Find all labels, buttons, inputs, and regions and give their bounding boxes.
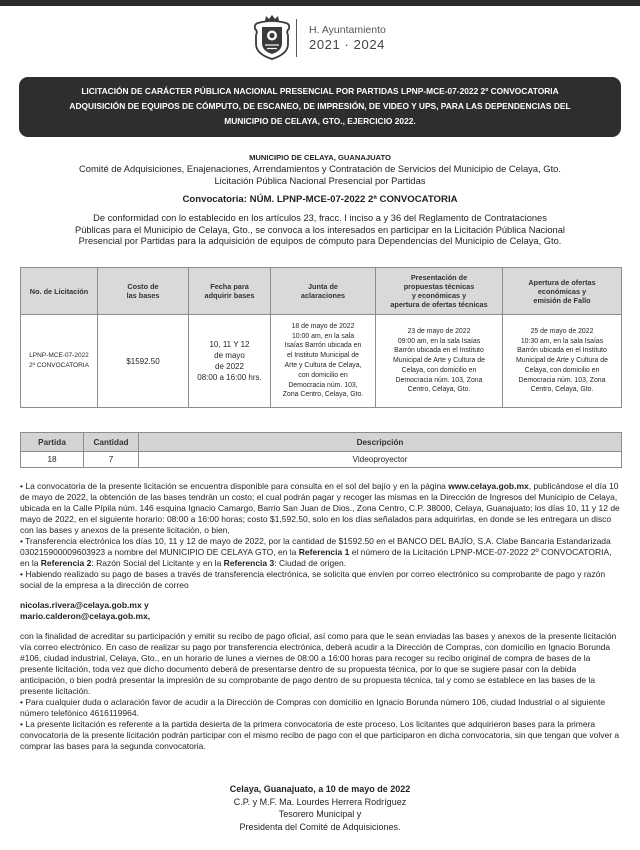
reference-3-label: Referencia 3 bbox=[223, 558, 275, 568]
email-mario-calderon: mario.calderon@celaya.gob.mx, bbox=[20, 611, 151, 621]
signer-title-2: Presidenta del Comité de Adquisiciones. bbox=[239, 821, 401, 832]
header-clarification-meeting: Junta de aclaraciones bbox=[271, 268, 376, 315]
contact-emails bbox=[20, 600, 621, 622]
city-crest-icon bbox=[253, 14, 291, 60]
reference-2-label: Referencia 2 bbox=[40, 558, 92, 568]
bases-date-cell: 10, 11 Y 12 de mayo de 2022 08:00 a 16:00 hrs. bbox=[189, 315, 271, 408]
text-segment: • La convocatoria de la presente licitación se encuentra disponible para consulta en el sol del bajío y en la página bbox=[20, 481, 449, 491]
header-tender-number: No. de Licitación bbox=[21, 268, 98, 315]
website-text: www.celaya.gob.mx bbox=[448, 481, 529, 491]
tender-table-row bbox=[21, 315, 622, 408]
header-proposal-presentation: Presentación de propuestas técnicas y económicas y apertura de ofertas técnicas bbox=[376, 268, 503, 315]
header-partida: Partida bbox=[21, 433, 84, 452]
text-segment: : Ciudad de origen. bbox=[274, 558, 347, 568]
place-and-date: Celaya, Guanajuato, a 10 de mayo de 2022 bbox=[229, 784, 411, 794]
clarification-meeting-cell: 18 de mayo de 2022 10:00 am, en la sala Isaías Barrón ubicada en el Instituto Municipal de Arte y Cultura de Celaya, con domicilio en Democracia núm. 103, Zona Centro, Celaya, Gto. bbox=[271, 315, 376, 408]
convocatoria-line bbox=[20, 194, 620, 206]
committee-name: Comité de Adquisiciones, Enajenaciones, Arrendamientos y Contratación de Servicios del Municipio de Celaya, Gto. bbox=[78, 163, 562, 174]
signature-block bbox=[0, 783, 640, 833]
text-segment: : Razón Social del Licitante y en la bbox=[91, 558, 224, 568]
procedure-type: Licitación Pública Nacional Presencial por Partidas bbox=[214, 175, 426, 186]
header-divider bbox=[296, 19, 297, 57]
header-descripcion: Descripción bbox=[139, 433, 622, 452]
tender-number-cell: LPNP-MCE-07-2022 2º CONVOCATORIA bbox=[21, 315, 98, 408]
descripcion-cell: Videoproyector bbox=[139, 452, 622, 468]
municipality-heading: MUNICIPIO DE CELAYA, GUANAJUATO bbox=[249, 153, 391, 162]
economic-opening-cell: 25 de mayo de 2022 10:30 am, en la sala Isaías Barrón ubicada en el Instituto Municipal de Arte y Cultura de Celaya, con domicilio en Democracia núm. 103, Zona Centro, Celaya, Gto. bbox=[503, 315, 622, 408]
bullet-contact: • Para cualquier duda o aclaración favor de acudir a la Dirección de Compras con domicilio en Ignacio Borunda número 106, ciudad Industrial o al siguiente número telefónico 4616119964. bbox=[20, 697, 606, 718]
tender-title-banner: LICITACIÓN DE CARÁCTER PÚBLICA NACIONAL PRESENCIAL POR PARTIDAS LPNP-MCE-07-2022 2º CONVOCATORIA ADQUISICIÓN DE EQUIPOS DE CÓMPUTO, DE ESCANEO, DE IMPRESIÓN, DE VIDEO Y UPS, PARA LAS DEPENDENCIAS DEL MUNICIPIO DE CELAYA, GTO., EJERCICIO 2022. bbox=[19, 77, 621, 137]
intro-paragraph: De conformidad con lo establecido en los artículos 23, fracc. I inciso a y 36 del Reglamento de Contrataciones Públicas para el Municipio de Celaya, Gto., se convoca a los interesados en participar en la Licitación Pública Nacional Presencial por Partidas para la adquisición de equipos de cómputo para Dependencias del Municipio de Celaya, Gto. bbox=[75, 213, 565, 246]
bases-cost-cell: $1592.50 bbox=[98, 315, 189, 408]
notice-body bbox=[20, 481, 621, 752]
header-cantidad: Cantidad bbox=[84, 433, 139, 452]
items-table bbox=[20, 432, 622, 468]
convocatoria-number: NÚM. LPNP-MCE-07-2022 2ª CONVOCATORIA bbox=[249, 194, 458, 205]
text-segment: • Transferencia electrónica los días 10, 11 y 12 de mayo de 2022, por la cantidad de $1592.50 en el BANCO DEL BAJÍO, S.A. Clabe Bancaria Estandarizada 030215900009603923 a nombre del MUNICIPIO DE CELAYA GTO, en la bbox=[20, 536, 611, 557]
tender-schedule-table bbox=[20, 267, 622, 408]
proposal-presentation-cell: 23 de mayo de 2022 09:00 am, en la sala Isaías Barrón ubicada en el Instituto Municipal de Arte y Cultura de Celaya, con domicilio en Democracia núm. 103, Zona Centro, Celaya, Gto. bbox=[376, 315, 503, 408]
header-economic-opening: Apertura de ofertas económicas y emisión de Fallo bbox=[503, 268, 622, 315]
cantidad-cell: 7 bbox=[84, 452, 139, 468]
bullet-payment-proof: • Habiendo realizado su pago de bases a través de transferencia electrónica, se solicita que envíen por correo electrónico su comprobante de pago y razón social de la empresa a la dirección de correo bbox=[20, 569, 606, 590]
text-segment: el número de la Licitación LPNP-MCE-07-2022 2º CONVOCATORIA, en la bbox=[20, 547, 612, 568]
bullet-availability bbox=[20, 481, 621, 536]
header-bases-date: Fecha para adquirir bases bbox=[189, 268, 271, 315]
convocatoria-label: Convocatoria: bbox=[182, 194, 247, 205]
reference-1-label: Referencia 1 bbox=[298, 547, 350, 557]
administration-period: 2021 · 2024 bbox=[309, 37, 385, 52]
header-bases-cost: Costo de las bases bbox=[98, 268, 189, 315]
page-top-bar bbox=[0, 0, 640, 6]
tender-table-header-row bbox=[21, 268, 622, 315]
signer-name: C.P. y M.F. Ma. Lourdes Herrera Rodríguez bbox=[233, 796, 407, 807]
partida-cell: 18 bbox=[21, 452, 84, 468]
payment-receipt-paragraph: con la finalidad de acreditar su participación y emitir su recibo de pago oficial, así como para que le sean enviadas las bases y anexos de la presente licitación vía correo electrónico. En caso de realizar su pago por transferencia electrónica, deberá acudir a la Dirección de Compras, con domicilio en Ignacio Borunda #106, ciudad industrial, Celaya, Gto., en un horario de lunes a viernes de 08:00 a 16:00 horas para recoger su recibo original de compra de bases de la presente licitación, toda vez que dicho documento deberá de presentarse dentro de su propuesta técnica, por lo que se sugiere pasar con la debida anticipación, o bien podrá presentar la impresión de su comprobante de pago dentro de su propuesta técnica, tal y como se establece en las bases de la presente licitación. bbox=[20, 631, 617, 696]
bullet-second-call: • La presente licitación es referente a la partida desierta de la primera convocatoria de este proceso. Los licitantes que adquirieron bases para la primera convocatoria de la presente licitación podrán participar con el mismo recibo de pago con el que participaron en dicha convocatoria, sin que tengan que volver a comprar las bases para la segunda convocatoria. bbox=[20, 719, 620, 751]
table-row bbox=[21, 452, 622, 468]
ayuntamiento-label: H. Ayuntamiento bbox=[309, 24, 386, 36]
items-table-header-row bbox=[21, 433, 622, 452]
signer-title-1: Tesorero Municipal y bbox=[278, 809, 362, 819]
bullet-transfer bbox=[20, 536, 621, 569]
email-nicolas-rivera: nicolas.rivera@celaya.gob.mx y bbox=[20, 600, 149, 610]
text-segment: , publicándose el día 10 de mayo de 2022, la obtención de las bases tendrán un costo; el cual podrán pagar y recoger las mismas en la Dirección de Ingresos del Municipio de Celaya, ubicada en la Calle Pípila núm. 146 esquina Ignacio Camargo, Barrio San Juan de Dios., Zona Centro, C.P. 38000, Celaya, Guanajuato; los días 10, 11 y 12 de mayo de 2022, en el siguiente horario: 08:00 a 16:00 horas; costo $1,592.50, solo en los días señalados para adquirirlas, en donde se les entregara un disco con las bases y anexos de la presente licitación, o bien, bbox=[20, 481, 620, 535]
